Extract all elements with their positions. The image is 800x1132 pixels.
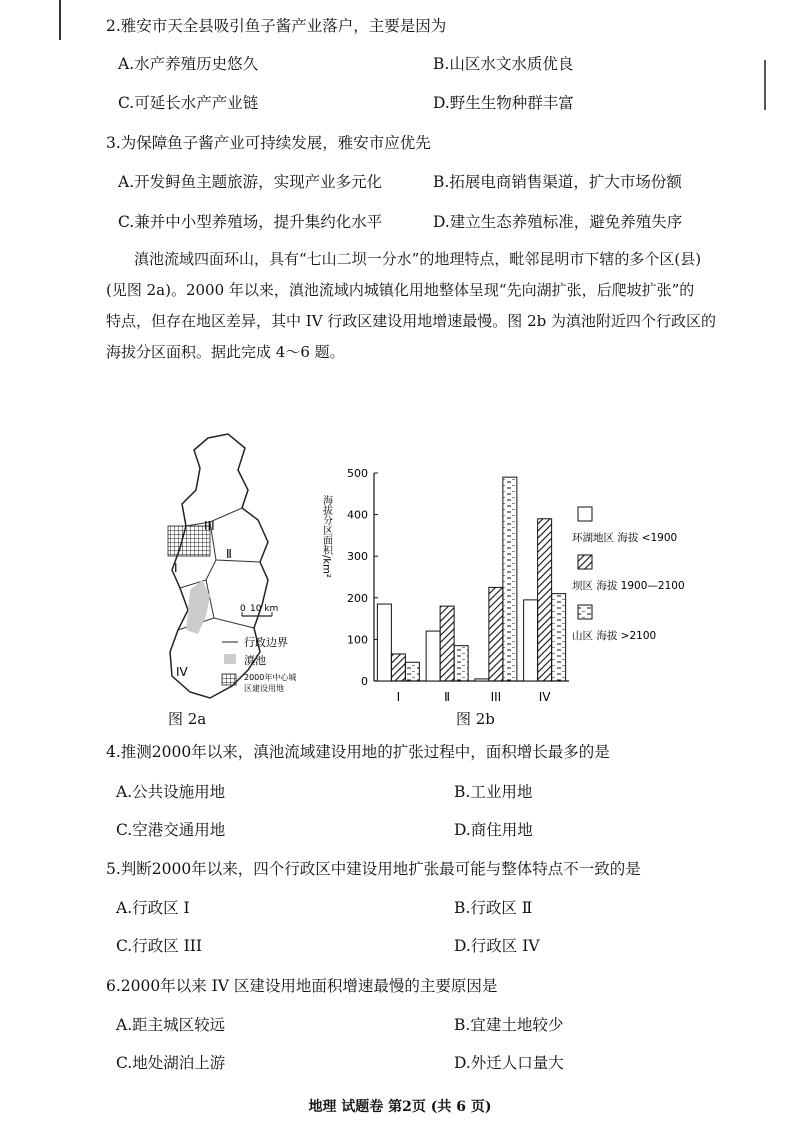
margin-mark [764, 60, 766, 110]
passage [106, 244, 746, 368]
bar [503, 477, 517, 681]
question-3-option-d[interactable]: D.建立生态养殖标准，避免养殖失序 [433, 213, 683, 231]
bar [524, 600, 538, 681]
bar [377, 604, 391, 681]
bar [454, 646, 468, 681]
y-tick-label: 100 [347, 633, 368, 647]
question-2-stem: 2.雅安市天全县吸引鱼子酱产业落户，主要是因为 [106, 17, 447, 35]
region-label-iv: IV [176, 665, 188, 679]
bar [440, 606, 454, 681]
region-label-ii: Ⅱ [226, 547, 232, 561]
question-3-option-c[interactable]: C.兼并中小型养殖场，提升集约化水平 [118, 213, 383, 231]
region-label-i: I [174, 561, 178, 575]
question-4-option-d[interactable]: D.商住用地 [454, 821, 533, 839]
y-tick-label: 500 [347, 467, 368, 480]
scale-zero: 0 [240, 604, 246, 614]
y-axis-label: 海拔分区面积/km² [320, 495, 332, 578]
question-6-stem: 6.2000年以来 IV 区建设用地面积增速最慢的主要原因是 [106, 977, 498, 995]
question-4-option-b[interactable]: B.工业用地 [454, 783, 533, 801]
passage-line: 特点，但存在地区差异，其中 IV 行政区建设用地增速最慢。图 2b 为滇池附近四个行政区的 [106, 312, 716, 330]
question-4-stem: 4.推测2000年以来，滇池流域建设用地的扩张过程中，面积增长最多的是 [106, 743, 610, 761]
bar [475, 679, 489, 681]
page-footer: 地理 试题卷 第2页 (共 6 页) [308, 1099, 492, 1115]
question-2-option-c[interactable]: C.可延长水产产业链 [118, 94, 259, 112]
question-2-option-b[interactable]: B.山区水文水质优良 [433, 55, 574, 73]
region-label-iii: III [204, 519, 215, 533]
passage-line: 滇池流域四面环山，具有“七山二坝一分水”的地理特点，毗邻昆明市下辖的多个区(县) [134, 250, 702, 268]
question-3-option-b[interactable]: B.拓展电商销售渠道，扩大市场份额 [433, 173, 682, 191]
question-2-option-a[interactable]: A.水产养殖历史悠久 [118, 55, 259, 73]
question-3-stem: 3.为保障鱼子酱产业可持续发展，雅安市应优先 [106, 134, 431, 152]
bar [489, 587, 503, 681]
bar [538, 519, 552, 681]
y-tick-label: 0 [361, 675, 368, 688]
question-5-option-a[interactable]: A.行政区 I [116, 899, 190, 917]
legend-label: 坝区 海拔 1900—2100 [572, 580, 685, 592]
question-5-option-d[interactable]: D.行政区 IV [454, 937, 540, 955]
question-5-option-b[interactable]: B.行政区 Ⅱ [454, 899, 533, 917]
question-4-option-a[interactable]: A.公共设施用地 [116, 783, 226, 801]
legend-label: 环湖地区 海拔 <1900 [572, 532, 678, 544]
legend-swatch [578, 555, 592, 569]
question-3-option-a[interactable]: A.开发鲟鱼主题旅游，实现产业多元化 [118, 173, 383, 191]
legend-swatch [578, 507, 592, 521]
y-tick-label: 300 [347, 550, 368, 564]
x-tick-label: I [396, 690, 401, 704]
question-6-option-a[interactable]: A.距主城区较远 [116, 1016, 226, 1034]
question-2-option-d[interactable]: D.野生生物种群丰富 [433, 94, 574, 112]
bar [552, 594, 566, 681]
map-figure-2a [150, 430, 325, 705]
y-tick-label: 200 [347, 591, 368, 605]
legend-urban-1: 2000年中心城 [244, 673, 297, 682]
question-6-option-b[interactable]: B.宜建土地较少 [454, 1016, 564, 1034]
legend-urban-2: 区建设用地 [244, 684, 284, 693]
question-4-option-c[interactable]: C.空港交通用地 [116, 821, 226, 839]
bar [426, 631, 440, 681]
x-tick-label: IV [538, 690, 551, 704]
margin-line [59, 0, 61, 40]
legend-label: 山区 海拔 >2100 [572, 630, 657, 642]
x-tick-label: Ⅱ [444, 690, 451, 704]
passage-line: (见图 2a)。2000 年以来，滇池流域内城镇化用地整体呈现“先向湖扩张，后爬坡扩张”的 [106, 281, 695, 299]
question-5-stem: 5.判断2000年以来，四个行政区中建设用地扩张最可能与整体特点不一致的是 [106, 860, 641, 878]
question-5-option-c[interactable]: C.行政区 III [116, 937, 203, 955]
question-6-option-c[interactable]: C.地处湖泊上游 [116, 1054, 226, 1072]
y-tick-label: 400 [347, 508, 368, 522]
legend-swatch [578, 605, 592, 619]
figure-2a-caption: 图 2a [168, 710, 207, 728]
bar [391, 654, 405, 681]
passage-line: 海拔分区面积。据此完成 4～6 题。 [106, 343, 345, 361]
scale-label: 10 km [250, 604, 279, 614]
legend-admin-boundary: 行政边界 [244, 636, 288, 649]
bar-chart-figure-2b [316, 455, 756, 710]
legend-lake: 滇池 [244, 654, 266, 667]
figure-2b-caption: 图 2b [456, 710, 495, 728]
x-tick-label: III [490, 690, 502, 704]
question-6-option-d[interactable]: D.外迁人口量大 [454, 1054, 564, 1072]
bar [405, 662, 419, 681]
